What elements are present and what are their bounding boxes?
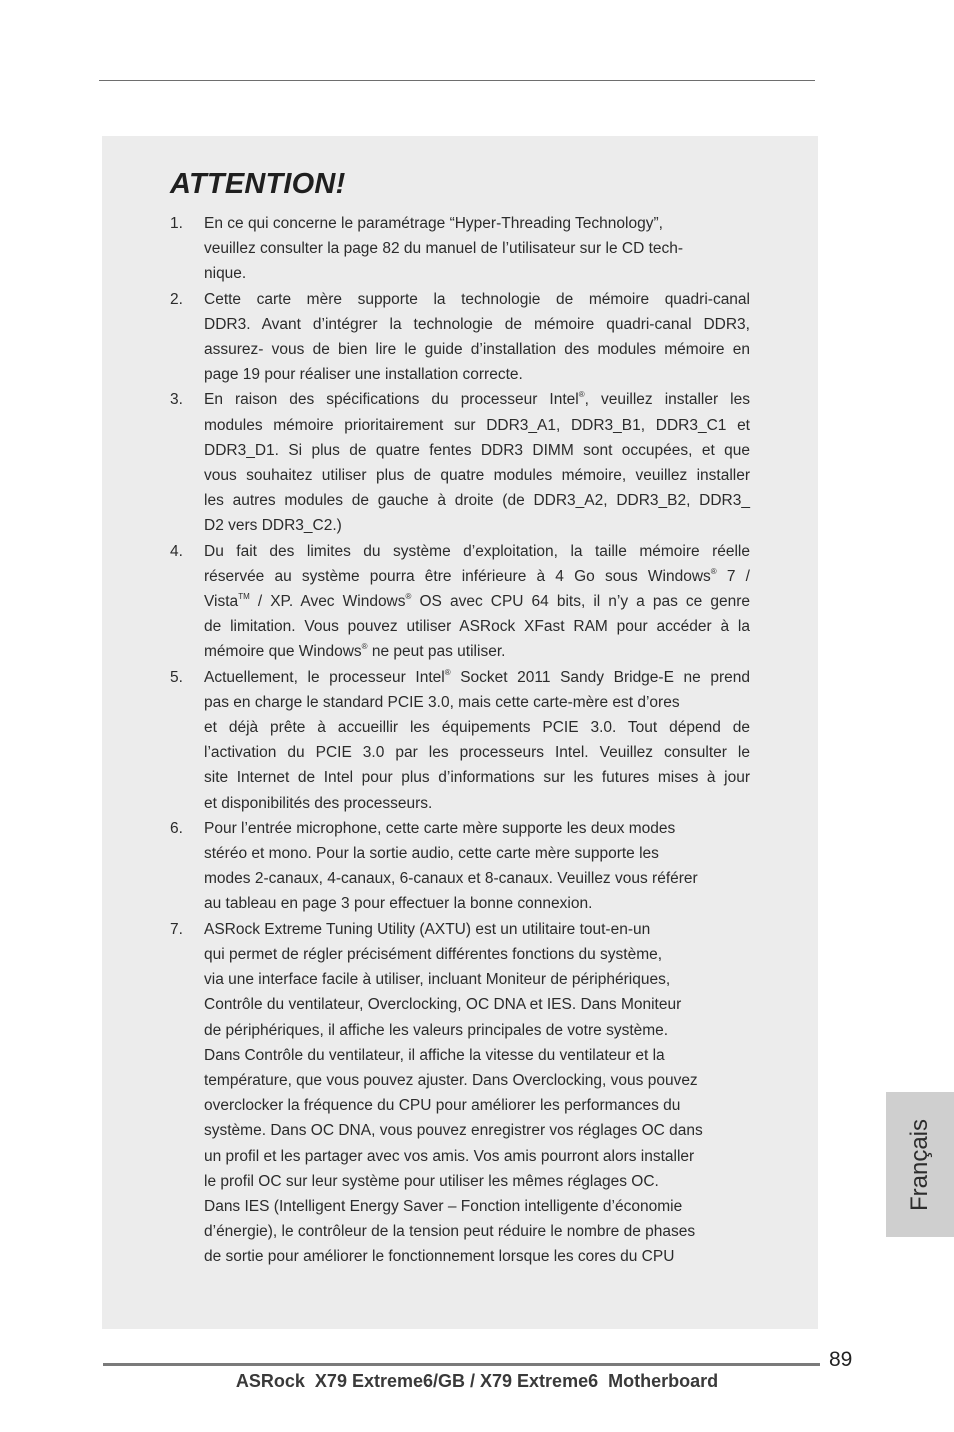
text-line: température, que vous pouvez ajuster. Dans Overclocking, vous pouvez [204, 1071, 698, 1089]
attention-heading: ATTENTION! [170, 168, 346, 200]
text-line: stéréo et mono. Pour la sortie audio, cette carte mère supporte les [204, 845, 659, 863]
text-line: Dans Contrôle du ventilateur, il affiche la vitesse du ventilateur et la [204, 1046, 665, 1064]
text-line: système. Dans OC DNA, vous pouvez enregistrer vos réglages OC dans [204, 1122, 703, 1140]
text-line: Dans IES (Intelligent Energy Saver – Fonction intelligente d’économie [204, 1197, 683, 1215]
registered-mark: ® [444, 667, 451, 677]
text-line: DDR3_D1. Si plus de quatre fentes DDR3 DIMM sont occupées, et que [204, 441, 750, 459]
item-number: 3. [170, 391, 183, 409]
text-line: Contrôle du ventilateur, Overclocking, OC DNA et IES. Dans Moniteur [204, 996, 682, 1014]
text-line: modes 2-canaux, 4-canaux, 6-canaux et 8-canaux. Veuillez vous référer [204, 870, 698, 888]
text-line: Cette carte mère supporte la technologie de mémoire quadri-canal [204, 290, 750, 308]
text-line: de périphériques, il affiche les valeurs principales de votre système. [204, 1021, 669, 1039]
list-item [170, 665, 750, 816]
text-line: ASRock Extreme Tuning Utility (AXTU) est un utilitaire tout-en-un [204, 920, 651, 938]
language-tab [886, 1092, 954, 1237]
text-line: DDR3. Avant d’intégrer la technologie de mémoire quadri-canal DDR3, [204, 315, 750, 333]
text-line: En raison des spécifications du processeur Intel®, veuillez installer les [204, 390, 750, 409]
text-line: au tableau en page 3 pour effectuer la bonne connexion. [204, 895, 593, 913]
registered-mark: ® [405, 592, 412, 602]
text-line: mémoire que Windows® ne peut pas utiliser. [204, 642, 506, 661]
bottom-rule [103, 1363, 820, 1366]
trademark-mark: TM [238, 592, 250, 602]
item-number: 1. [170, 215, 183, 232]
text-line: vous souhaitez utiliser plus de quatre modules mémoire, veuillez installer [204, 467, 750, 485]
attention-list [170, 211, 750, 1270]
text-line: overclocker la fréquence du CPU pour améliorer les performances du [204, 1097, 681, 1115]
list-item [170, 917, 750, 1270]
list-item [170, 539, 750, 665]
text-line: et disponibilités des processeurs. [204, 794, 433, 812]
text-line: modules mémoire prioritairement sur DDR3_A1, DDR3_B1, DDR3_C1 et [204, 416, 750, 434]
top-rule [99, 80, 815, 81]
item-number: 5. [170, 668, 183, 686]
text-line: les autres modules de gauche à droite (de DDR3_A2, DDR3_B2, DDR3_ [204, 492, 750, 510]
text-line: Du fait des limites du système d’exploitation, la taille mémoire réelle [204, 542, 750, 560]
text-line: assurez- vous de bien lire le guide d’installation des modules mémoire en [204, 341, 750, 359]
text-line: pas en charge le standard PCIE 3.0, mais cette carte-mère est d’ores [204, 693, 680, 711]
list-item [170, 211, 750, 287]
registered-mark: ® [710, 566, 717, 576]
text-line: page 19 pour réaliser une installation correcte. [204, 366, 523, 384]
text-line: d’énergie), le contrôleur de la tension peut réduire le nombre de phases [204, 1223, 696, 1241]
list-item [170, 387, 750, 538]
item-number: 4. [170, 542, 183, 560]
text-line: Actuellement, le processeur Intel® Socket 2011 Sandy Bridge-E ne prend [204, 667, 750, 686]
text-line: de limitation. Vous pouvez utiliser ASRock XFast RAM pour accéder à la [204, 618, 750, 636]
page-number: 89 [829, 1348, 853, 1371]
list-item [170, 287, 750, 388]
text-line: l’activation du PCIE 3.0 par les processeurs Intel. Veuillez consulter le [204, 744, 750, 762]
registered-mark: ® [578, 390, 585, 400]
text-line: un profil et les partager avec vos amis. Vos amis pourront alors installer [204, 1147, 695, 1165]
item-number: 6. [170, 819, 183, 837]
text-line: D2 vers DDR3_C2.) [204, 517, 342, 535]
list-item [170, 816, 750, 917]
item-number: 7. [170, 920, 183, 938]
text-line: site Internet de Intel pour plus d’informations sur les futures mises à jour [204, 769, 750, 787]
text-line: via une interface facile à utiliser, incluant Moniteur de périphériques, [204, 971, 671, 989]
text-line: réservée au système pourra être inférieure à 4 Go sous Windows® 7 / [204, 566, 750, 585]
item-number: 2. [170, 290, 183, 308]
text-line: nique. [204, 265, 247, 283]
text-line: Pour l’entrée microphone, cette carte mère supporte les deux modes [204, 819, 676, 837]
text-line: et déjà prête à accueillir les équipements PCIE 3.0. Tout dépend de [204, 719, 750, 737]
text-line: En ce qui concerne le paramétrage “Hyper-Threading Technology”, [204, 215, 663, 232]
text-line: Vista™ / XP. Avec Windows® OS avec CPU 64 bits, il n’y a pas ce genre [204, 592, 750, 611]
text-line: qui permet de régler précisément différentes fonctions du système, [204, 945, 663, 963]
text-line: le profil OC sur leur système pour utiliser les mêmes réglages OC. [204, 1172, 659, 1190]
text-line: de sortie pour améliorer le fonctionnement lorsque les cores du CPU [204, 1248, 675, 1266]
language-tab-label: Français [906, 1118, 933, 1211]
text-line: veuillez consulter la page 82 du manuel de l’utilisateur sur le CD tech- [204, 240, 684, 258]
registered-mark: ® [361, 642, 368, 652]
footer-product-name: ASRock X79 Extreme6/GB / X79 Extreme6 Motherboard [235, 1371, 719, 1391]
